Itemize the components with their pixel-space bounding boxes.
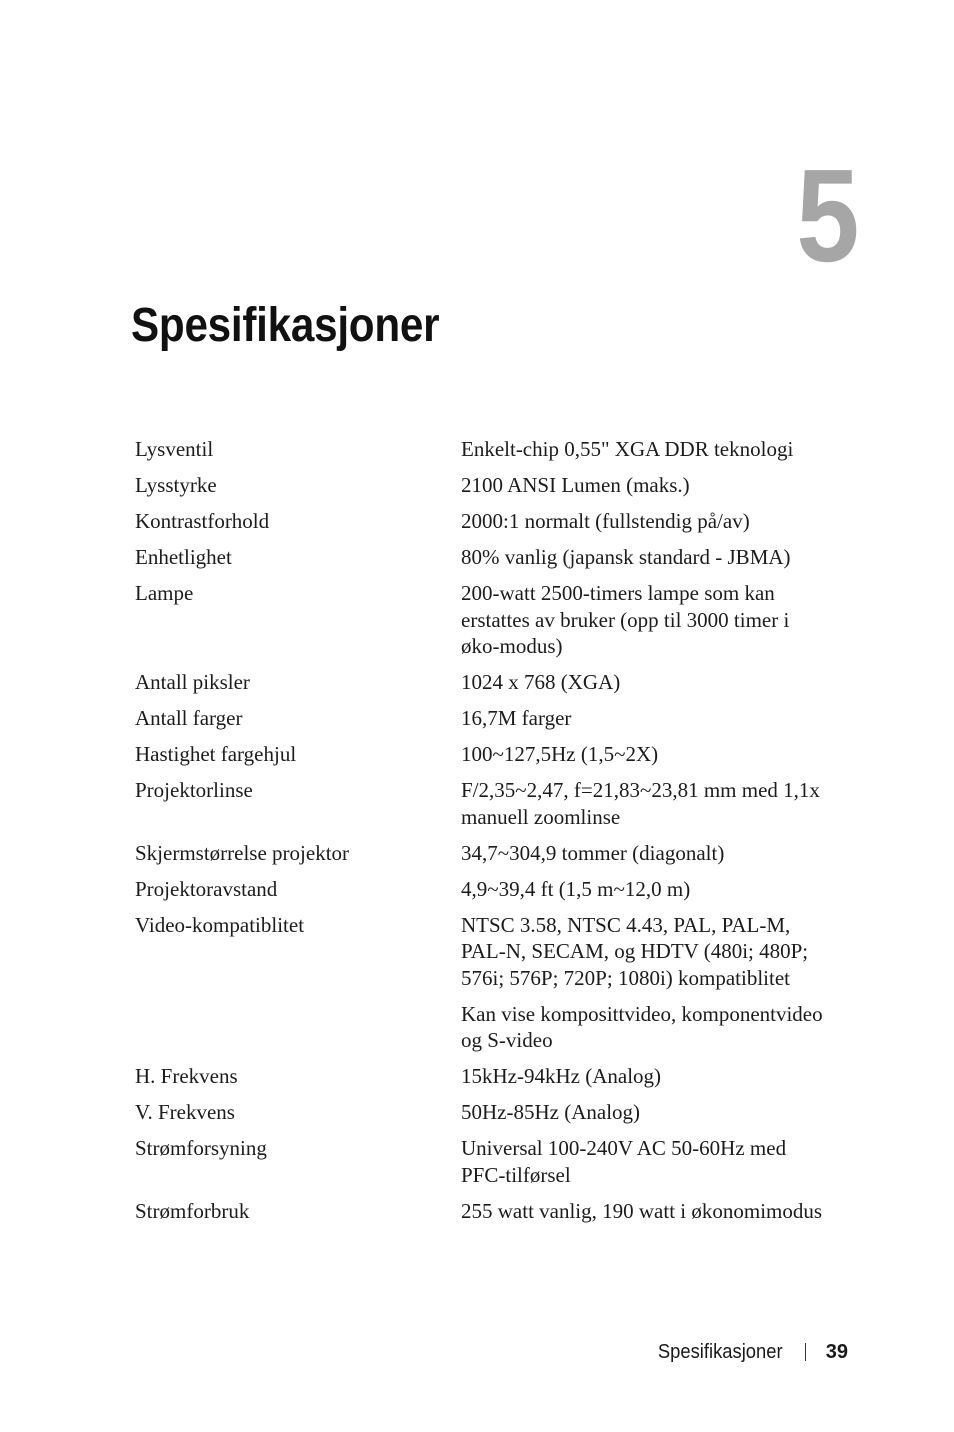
spec-row <box>135 840 825 876</box>
spec-value <box>461 544 825 580</box>
spec-value <box>461 472 825 508</box>
spec-label: Lysventil <box>135 437 214 461</box>
spec-label: Hastighet fargehjul <box>135 742 297 766</box>
spec-row <box>135 741 825 777</box>
spec-row <box>135 669 825 705</box>
spec-value <box>461 705 825 741</box>
spec-value-paragraph: 16,7M farger <box>461 706 572 730</box>
page-footer <box>647 1338 848 1366</box>
spec-value <box>461 1099 825 1135</box>
spec-value-paragraph: 255 watt vanlig, 190 watt i økonomimodus <box>461 1198 823 1223</box>
spec-value <box>461 669 825 705</box>
spec-table <box>135 436 825 1234</box>
chapter-title: Spesifikasjoner <box>131 299 440 352</box>
spec-value <box>461 840 825 876</box>
spec-label: Antall piksler <box>135 670 250 694</box>
spec-label: H. Frekvens <box>135 1064 238 1088</box>
spec-row <box>135 1135 825 1198</box>
spec-value-paragraph: 4,9~39,4 ft (1,5 m~12,0 m) <box>461 876 691 901</box>
spec-row <box>135 508 825 544</box>
spec-row <box>135 1063 825 1099</box>
spec-value-paragraph: 15kHz-94kHz (Analog) <box>461 1064 662 1088</box>
spec-value-paragraph: 50Hz-85Hz (Analog) <box>461 1100 641 1124</box>
spec-value <box>461 876 825 912</box>
spec-value <box>461 1063 825 1099</box>
footer-divider <box>805 1343 806 1361</box>
spec-row <box>135 544 825 580</box>
spec-label: Projektorlinse <box>135 778 253 802</box>
spec-row <box>135 912 825 1064</box>
spec-label: Video-kompatiblitet <box>135 912 305 937</box>
spec-value-paragraph: 80% vanlig (japansk standard - JBMA) <box>461 545 791 569</box>
spec-value-paragraph: 100~127,5Hz (1,5~2X) <box>461 742 659 766</box>
spec-value-paragraph: 2000:1 normalt (fullstendig på/av) <box>461 509 750 533</box>
page-number: 39 <box>825 1341 848 1363</box>
spec-row <box>135 876 825 912</box>
spec-row <box>135 436 825 472</box>
spec-value-paragraph: 34,7~304,9 tommer (diagonalt) <box>461 840 725 865</box>
spec-value <box>461 508 825 544</box>
spec-value-paragraph: Enkelt-chip 0,55" XGA DDR teknologi <box>461 437 794 461</box>
spec-value-paragraph: 200-watt 2500-timers lampe som kan erstattes av bruker (opp til 3000 timer i øko-modus) <box>461 581 790 658</box>
chapter-number: 5 <box>795 142 859 289</box>
spec-row <box>135 1198 825 1234</box>
spec-row <box>135 777 825 840</box>
spec-value <box>461 912 825 1064</box>
spec-label: Projektoravstand <box>135 876 278 901</box>
spec-value <box>461 1198 825 1234</box>
spec-label: V. Frekvens <box>135 1100 235 1124</box>
spec-value-paragraph: Kan vise komposittvideo, komponentvideo og S-video <box>461 1001 823 1052</box>
spec-label: Skjermstørrelse projektor <box>135 840 350 865</box>
spec-value-paragraph: 1024 x 768 (XGA) <box>461 670 621 694</box>
spec-value-paragraph: Universal 100-240V AC 50-60Hz med PFC-tilførsel <box>461 1136 787 1187</box>
spec-value <box>461 777 825 840</box>
spec-label: Strømforbruk <box>135 1198 250 1223</box>
spec-value <box>461 1135 825 1198</box>
spec-label: Kontrastforhold <box>135 509 270 533</box>
spec-label: Strømforsyning <box>135 1136 267 1160</box>
spec-value-paragraph: 2100 ANSI Lumen (maks.) <box>461 473 690 497</box>
spec-label: Lampe <box>135 581 194 605</box>
spec-row <box>135 472 825 508</box>
spec-value-paragraph: F/2,35~2,47, f=21,83~23,81 mm med 1,1x manuell zoomlinse <box>461 778 820 829</box>
spec-value <box>461 436 825 472</box>
spec-label: Antall farger <box>135 706 243 730</box>
spec-row <box>135 1099 825 1135</box>
spec-label: Lysstyrke <box>135 473 217 497</box>
spec-value <box>461 741 825 777</box>
spec-table-body <box>135 436 825 1234</box>
spec-row <box>135 580 825 669</box>
spec-row <box>135 705 825 741</box>
footer-section-title: Spesifikasjoner <box>657 1341 783 1363</box>
spec-value-paragraph: NTSC 3.58, NTSC 4.43, PAL, PAL-M, PAL-N, SECAM, og HDTV (480i; 480P; 576i; 576P; 720P; 1080i) kompatiblitet <box>461 912 809 990</box>
spec-value <box>461 580 825 669</box>
spec-label: Enhetlighet <box>135 545 232 569</box>
